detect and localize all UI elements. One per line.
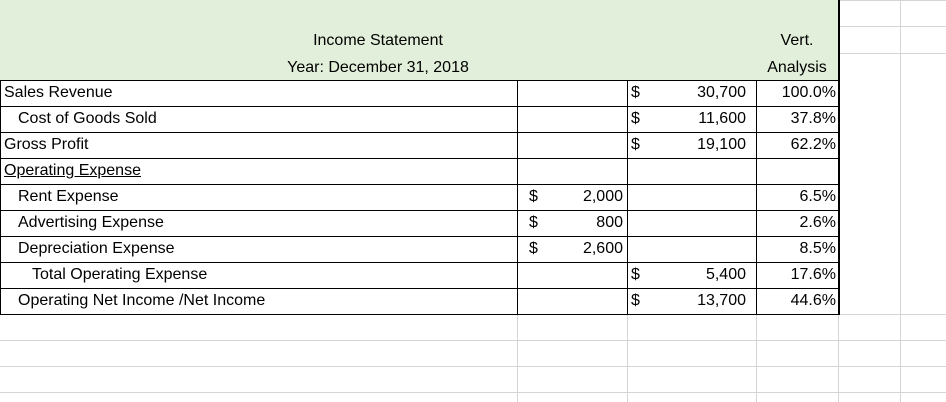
vert-analysis-pct[interactable]: 6.5% xyxy=(799,188,836,205)
col1-amount[interactable] xyxy=(545,262,623,288)
col1-currency[interactable] xyxy=(529,262,543,288)
col1-currency[interactable] xyxy=(529,288,543,314)
col2-currency[interactable]: $ xyxy=(631,266,640,283)
col2-currency[interactable]: $ xyxy=(631,136,640,153)
col2-currency[interactable]: $ xyxy=(631,110,640,127)
col1-currency[interactable] xyxy=(529,106,543,132)
col2-currency[interactable] xyxy=(631,158,645,184)
table-row xyxy=(0,210,946,236)
col2-amount[interactable] xyxy=(648,158,746,184)
col2-amount[interactable]: 19,100 xyxy=(697,136,746,153)
col1-currency[interactable] xyxy=(529,158,543,184)
col-border xyxy=(627,80,628,315)
col2-currency[interactable] xyxy=(631,236,645,262)
table-row xyxy=(0,184,946,210)
col2-amount[interactable]: 30,700 xyxy=(697,84,746,101)
row-label[interactable]: Cost of Goods Sold xyxy=(18,110,157,127)
statement-year[interactable]: Year: December 31, 2018 xyxy=(287,59,469,76)
col1-amount[interactable] xyxy=(545,132,623,158)
col-border xyxy=(756,80,757,315)
col2-currency[interactable] xyxy=(631,184,645,210)
row-border xyxy=(0,314,839,315)
table-row xyxy=(0,288,946,314)
vert-analysis-pct[interactable]: 44.6% xyxy=(790,292,836,309)
col-border xyxy=(0,80,1,315)
row-label[interactable]: Depreciation Expense xyxy=(18,240,175,257)
statement-title[interactable]: Income Statement xyxy=(313,32,443,49)
row-label[interactable]: Total Operating Expense xyxy=(32,266,208,283)
col-border xyxy=(517,80,518,315)
col1-amount[interactable]: 800 xyxy=(596,214,623,231)
col1-currency[interactable] xyxy=(529,80,543,106)
col2-amount[interactable]: 5,400 xyxy=(705,266,746,283)
table-row xyxy=(0,158,946,184)
row-border xyxy=(0,158,839,159)
vert-header-line1[interactable]: Vert. xyxy=(780,32,814,49)
col2-currency[interactable] xyxy=(631,210,645,236)
row-border xyxy=(0,184,839,185)
vert-analysis-pct[interactable] xyxy=(758,158,836,184)
col2-currency[interactable]: $ xyxy=(631,292,640,309)
row-border xyxy=(0,80,839,81)
vert-analysis-pct[interactable]: 100.0% xyxy=(781,84,836,101)
table-row xyxy=(0,236,946,262)
col1-amount[interactable] xyxy=(545,158,623,184)
col1-currency[interactable]: $ xyxy=(529,214,538,231)
vert-analysis-pct[interactable]: 17.6% xyxy=(790,266,836,283)
col1-currency[interactable]: $ xyxy=(529,240,538,257)
col1-amount[interactable]: 2,600 xyxy=(582,240,623,257)
row-label[interactable]: Rent Expense xyxy=(18,188,119,205)
table-row xyxy=(0,132,946,158)
row-label[interactable]: Advertising Expense xyxy=(18,214,164,231)
vert-analysis-pct[interactable]: 2.6% xyxy=(799,214,836,231)
row-label[interactable]: Gross Profit xyxy=(4,136,89,153)
row-border xyxy=(0,262,839,263)
col1-amount[interactable] xyxy=(545,80,623,106)
col-border xyxy=(838,0,840,315)
row-label[interactable]: Operating Expense xyxy=(4,162,141,179)
row-border xyxy=(0,132,839,133)
vert-analysis-pct[interactable]: 37.8% xyxy=(790,110,836,127)
table-row xyxy=(0,262,946,288)
row-label[interactable]: Sales Revenue xyxy=(4,84,113,101)
col2-amount[interactable] xyxy=(648,236,746,262)
row-border xyxy=(0,106,839,107)
row-border xyxy=(0,236,839,237)
col2-amount[interactable]: 13,700 xyxy=(697,292,746,309)
row-label[interactable]: Operating Net Income /Net Income xyxy=(18,292,266,309)
vert-analysis-pct[interactable]: 62.2% xyxy=(790,136,836,153)
col1-amount[interactable] xyxy=(545,106,623,132)
row-border xyxy=(0,210,839,211)
vert-header-line2[interactable]: Analysis xyxy=(767,59,827,76)
col1-currency[interactable] xyxy=(529,132,543,158)
col1-amount[interactable]: 2,000 xyxy=(582,188,623,205)
row-border xyxy=(0,288,839,289)
table-row xyxy=(0,80,946,106)
vert-analysis-pct[interactable]: 8.5% xyxy=(799,240,836,257)
col2-currency[interactable]: $ xyxy=(631,84,640,101)
col2-amount[interactable] xyxy=(648,210,746,236)
table-row xyxy=(0,106,946,132)
col1-currency[interactable]: $ xyxy=(529,188,538,205)
col2-amount[interactable] xyxy=(648,184,746,210)
col2-amount[interactable]: 11,600 xyxy=(698,110,746,127)
col1-amount[interactable] xyxy=(545,288,623,314)
